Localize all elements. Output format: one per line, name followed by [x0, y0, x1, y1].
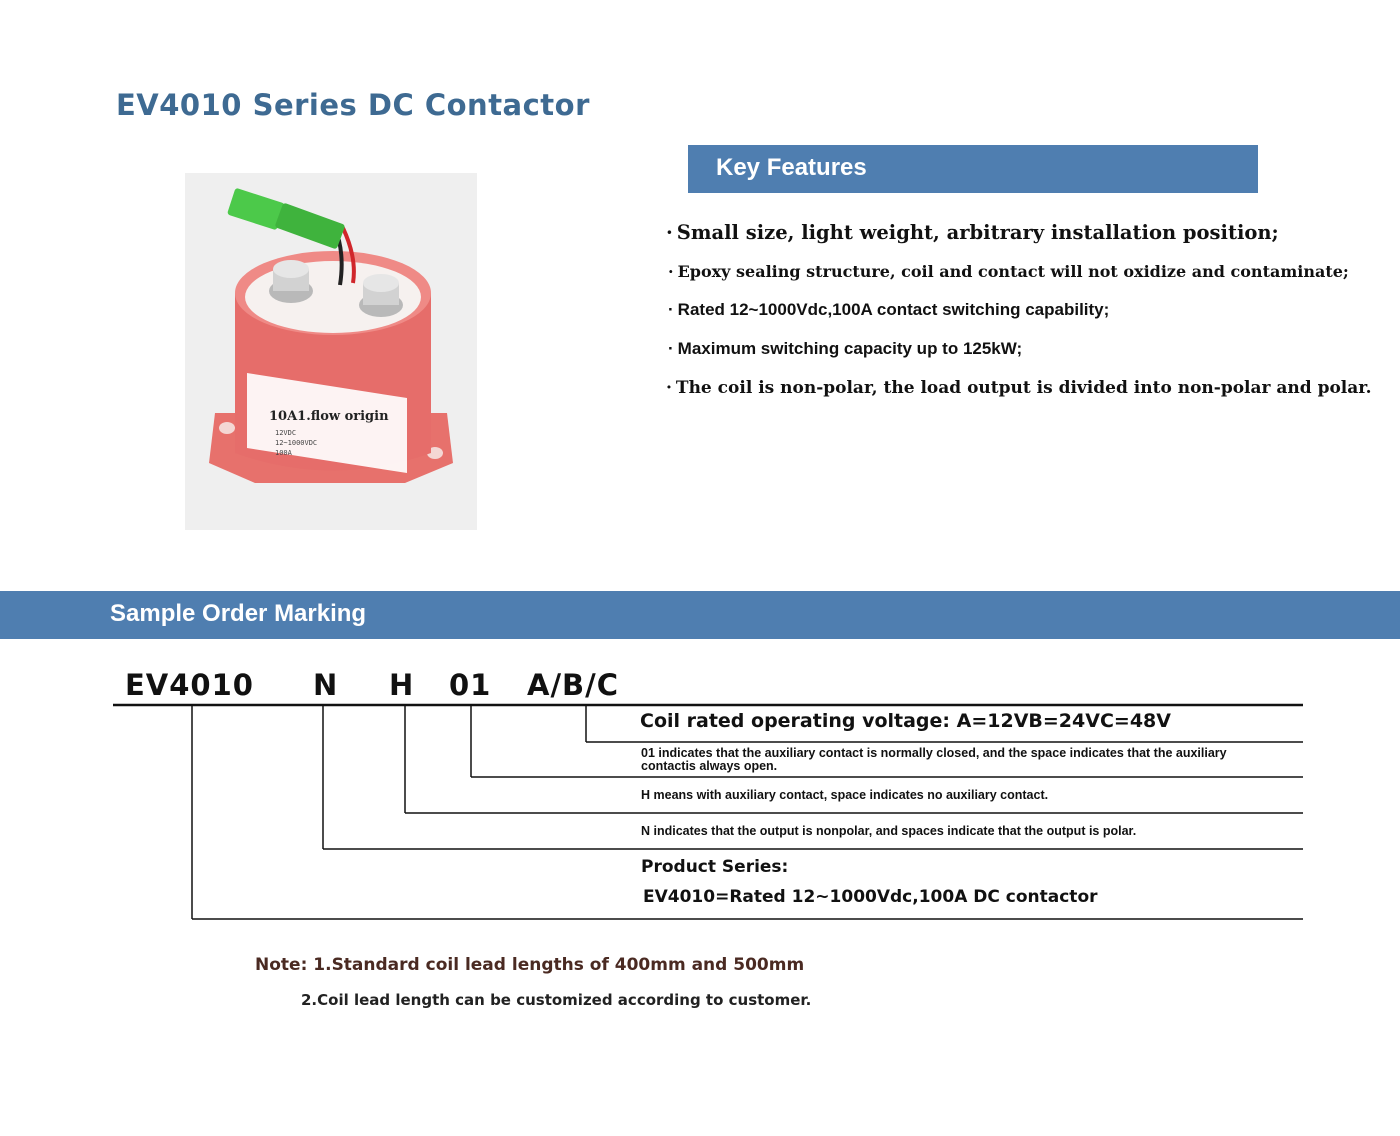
- feature-item: · Small size, light weight, arbitrary installation position;: [666, 221, 1279, 244]
- product-label-text: 10A1.flow origin: [269, 409, 389, 424]
- code-part-aux: 01: [449, 668, 492, 702]
- code-part-voltage: A/B/C: [527, 668, 620, 702]
- code-part-h: H: [389, 668, 415, 702]
- feature-item: · The coil is non-polar, the load output is divided into non-polar and polar.: [666, 378, 1372, 398]
- note-line-1: Note: 1.Standard coil lead lengths of 400mm and 500mm: [255, 955, 805, 975]
- page-title: EV4010 Series DC Contactor: [116, 88, 590, 122]
- aux-description-line1: 01 indicates that the auxiliary contact is normally closed, and the space indicates that the auxiliary: [641, 746, 1227, 760]
- code-part-n: N: [313, 668, 339, 702]
- series-label: Product Series:: [641, 857, 789, 877]
- note-line-2: 2.Coil lead length can be customized according to customer.: [301, 991, 812, 1009]
- svg-text:100A: 100A: [275, 449, 292, 457]
- order-marking-title: Sample Order Marking: [110, 600, 367, 627]
- code-part-series: EV4010: [125, 668, 254, 702]
- key-features-title: Key Features: [716, 154, 867, 181]
- series-value: EV4010=Rated 12~1000Vdc,100A DC contactor: [643, 887, 1098, 907]
- svg-text:12VDC: 12VDC: [275, 429, 297, 437]
- svg-text:12~1000VDC: 12~1000VDC: [275, 439, 318, 447]
- voltage-description: Coil rated operating voltage: A=12VB=24VC=48V: [640, 710, 1171, 732]
- h-description: H means with auxiliary contact, space indicates no auxiliary contact.: [641, 788, 1049, 802]
- feature-item: · Maximum switching capacity up to 125kW;: [668, 339, 1023, 358]
- n-description: N indicates that the output is nonpolar, and spaces indicate that the output is polar.: [641, 824, 1137, 838]
- feature-item: · Rated 12~1000Vdc,100A contact switching capability;: [668, 300, 1110, 319]
- feature-item: · Epoxy sealing structure, coil and contact will not oxidize and contaminate;: [668, 262, 1349, 281]
- aux-description-line2: contactis always open.: [641, 759, 778, 773]
